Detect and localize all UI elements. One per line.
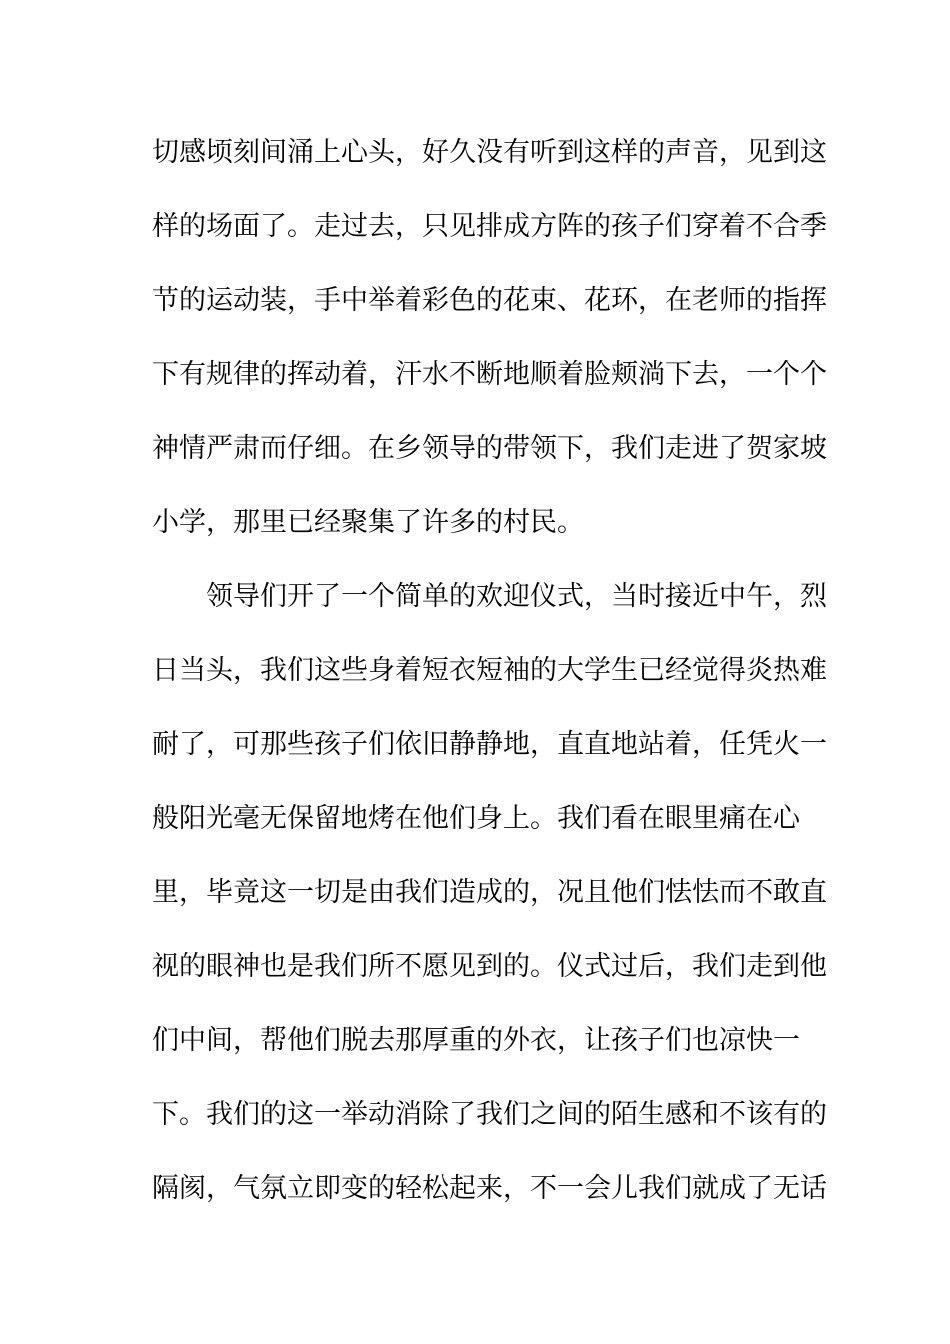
text-line: 们中间，帮他们脱去那厚重的外衣，让孩子们也凉快一 — [152, 1025, 800, 1056]
text-line: 视的眼神也是我们所不愿见到的。仪式过后，我们走到他 — [152, 951, 827, 982]
text-line: 节的运动装，手中举着彩色的花束、花环，在老师的指挥 — [152, 285, 827, 316]
body-text — [152, 120, 827, 1230]
paragraph-first-line: 领导们开了一个简单的欢迎仪式，当时接近中午，烈 — [206, 581, 827, 612]
text-line: 里，毕竟这一切是由我们造成的，况且他们怯怯而不敢直 — [152, 877, 827, 908]
text-line: 小学，那里已经聚集了许多的村民。 — [152, 507, 584, 538]
text-line: 样的场面了。走过去，只见排成方阵的孩子们穿着不合季 — [152, 211, 827, 242]
text-line: 下。我们的这一举动消除了我们之间的陌生感和不该有的 — [152, 1099, 827, 1130]
text-line: 日当头，我们这些身着短衣短袖的大学生已经觉得炎热难 — [152, 655, 827, 686]
text-line: 下有规律的挥动着，汗水不断地顺着脸颊淌下去，一个个 — [152, 359, 827, 390]
text-line: 隔阂，气氛立即变的轻松起来，不一会儿我们就成了无话 — [152, 1173, 827, 1204]
text-line: 神情严肃而仔细。在乡领导的带领下，我们走进了贺家坡 — [152, 433, 827, 464]
text-line: 耐了，可那些孩子们依旧静静地，直直地站着，任凭火一 — [152, 729, 827, 760]
text-line: 切感顷刻间涌上心头，好久没有听到这样的声音，见到这 — [152, 137, 827, 168]
text-line: 般阳光毫无保留地烤在他们身上。我们看在眼里痛在心 — [152, 803, 800, 834]
